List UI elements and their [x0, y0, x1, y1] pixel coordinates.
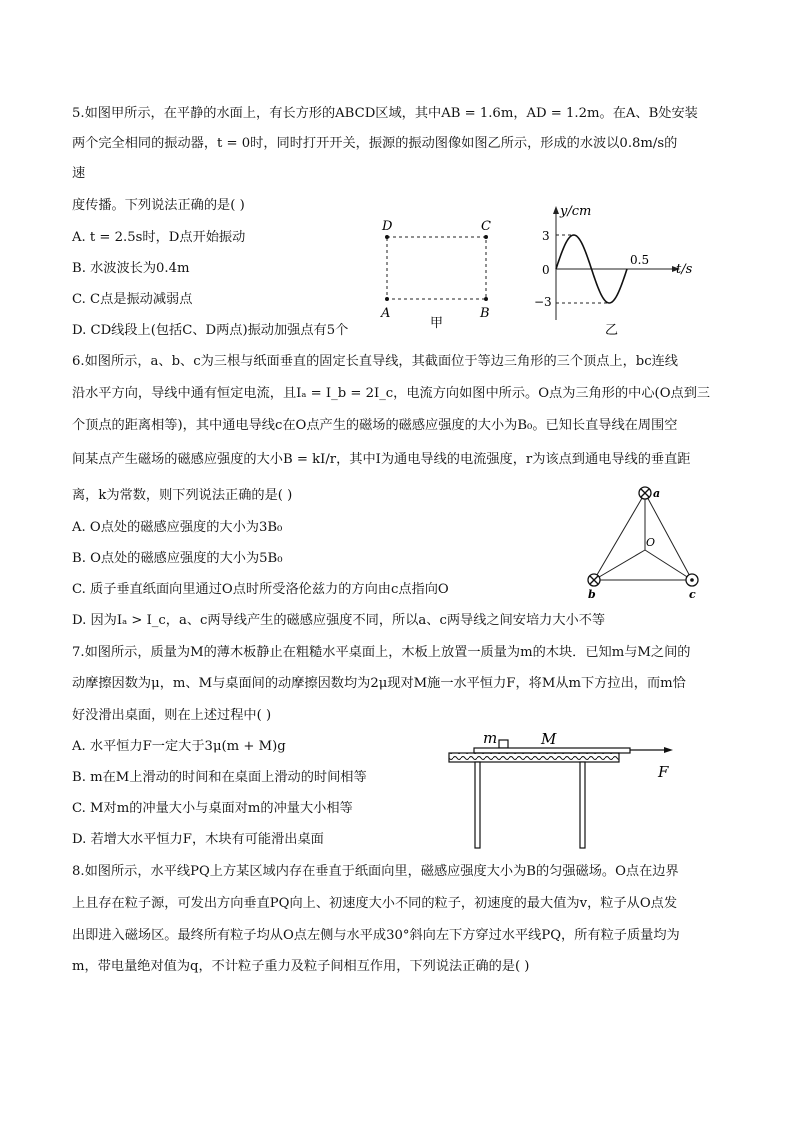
- caption-yi: 乙: [605, 323, 619, 338]
- q7-line-1: 7.如图所示，质量为M的薄木板静止在粗糙水平桌面上，木板上放置一质量为m的木块．已知m与M之间的: [72, 645, 691, 660]
- q6-line-4: 间某点产生磁场的磁感应强度的大小B = kI/r，其中I为通电导线的电流强度，r为该点到通电导线的垂直距: [72, 452, 691, 467]
- label-d: D: [382, 219, 393, 234]
- q7-line-3: 好没滑出桌面，则在上述过程中( ): [72, 708, 272, 723]
- label-b: B: [480, 306, 490, 321]
- q5-line-4: 度传播。下列说法正确的是( ): [72, 198, 245, 213]
- x-axis-label: t/s: [676, 262, 693, 277]
- label-o: O: [646, 536, 656, 549]
- q7-option-b: B. m在M上滑动的时间和在桌面上滑动的时间相等: [72, 770, 367, 785]
- wire-a-into-page-icon: [639, 487, 651, 499]
- label-a: A: [381, 306, 391, 321]
- table-top-rough: [449, 753, 619, 762]
- q5-line-1: 5.如图甲所示，在平静的水面上，有长方形的ABCD区域，其中AB = 1.6m，AD = 1.2m。在A、B处安装: [72, 106, 698, 121]
- table-leg-right: [580, 762, 585, 848]
- wire-c-out-of-page-icon: [686, 574, 698, 586]
- caption-jia: 甲: [430, 316, 444, 331]
- label-b: b: [588, 588, 596, 601]
- point-a: [385, 297, 389, 301]
- point-c: [484, 235, 488, 239]
- label-a: a: [653, 487, 661, 500]
- q6-line-3: 个顶点的距离相等)，其中通电导线c在O点产生的磁场的磁感应强度的大小为B₀。已知长直导线在周围空: [72, 418, 678, 433]
- side-ab: [594, 493, 645, 580]
- q6-option-d: D. 因为Iₐ > I_c，a、c两导线产生的磁感应强度不同，所以a、c两导线之间安培力大小不等: [72, 613, 606, 628]
- q5-option-a: A. t = 2.5s时，D点开始振动: [72, 230, 246, 245]
- line-c-o: [645, 550, 692, 580]
- q8-line-4: m，带电量绝对值为q，不计粒子重力及粒子间相互作用，下列说法正确的是( ): [72, 959, 530, 974]
- q7-figure-table: [445, 725, 685, 855]
- y-axis-arrow: [553, 206, 559, 214]
- point-d: [385, 235, 389, 239]
- q7-option-c: C. M对m的冲量大小与桌面对m的冲量大小相等: [72, 801, 353, 816]
- q7-option-a: A. 水平恒力F一定大于3μ(m + M)g: [72, 739, 286, 754]
- q7-option-d: D. 若增大水平恒力F，木块有可能滑出桌面: [72, 832, 324, 847]
- point-b: [484, 297, 488, 301]
- rectangle-abcd: [387, 237, 486, 299]
- y-tick-0: 0: [542, 263, 550, 277]
- q5-line-2: 两个完全相同的振动器，t = 0时，同时打开开关，振源的振动图像如图乙所示，形成的水波以0.8m/s的: [72, 136, 678, 151]
- q5-option-c: C. C点是振动减弱点: [72, 292, 193, 307]
- q5-figure-jia: [370, 215, 510, 335]
- wire-b-into-page-icon: [588, 574, 600, 586]
- q5-option-b: B. 水波波长为0.4m: [72, 261, 190, 276]
- block-m: [499, 740, 508, 748]
- q6-option-c: C. 质子垂直纸面向里通过O点时所受洛伦兹力的方向由c点指向O: [72, 582, 449, 597]
- y-tick-3: 3: [542, 229, 550, 243]
- q5-line-3: 速: [72, 166, 86, 181]
- label-c: C: [481, 219, 491, 234]
- q6-option-a: A. O点处的磁感应强度的大小为3B₀: [72, 520, 283, 535]
- label-c: c: [689, 588, 696, 601]
- x-tick-0-5: 0.5: [630, 253, 650, 267]
- label-m-big: M: [541, 730, 557, 748]
- q6-option-b: B. O点处的磁感应强度的大小为5B₀: [72, 551, 283, 566]
- q8-line-2: 上且存在粒子源，可发出方向垂直PQ向上、初速度大小不同的粒子，初速度的最大值为v，粒子从O点发: [72, 896, 678, 911]
- board-m: [474, 748, 630, 753]
- force-arrow-head: [664, 747, 673, 753]
- y-axis-label: y/cm: [560, 204, 592, 219]
- q6-line-1: 6.如图所示，a、b、c为三根与纸面垂直的固定长直导线，其截面位于等边三角形的三个顶点上，bc连线: [72, 354, 678, 369]
- q8-line-1: 8.如图所示，水平线PQ上方某区域内存在垂直于纸面向里，磁感应强度大小为B的匀强磁场。O点在边界: [72, 864, 679, 879]
- q7-line-2: 动摩擦因数为μ，m、M与桌面间的动摩擦因数均为2μ现对M施一水平恒力F，将M从m下方拉出，而m恰: [72, 676, 686, 691]
- line-b-o: [594, 550, 645, 580]
- q8-line-3: 出即进入磁场区。最终所有粒子均从O点左侧与水平成30°斜向左下方穿过水平线PQ，所有粒子质量均为: [72, 928, 680, 943]
- q6-line-2: 沿水平方向，导线中通有恒定电流，且Iₐ = I_b = 2I_c，电流方向如图中所示。O点为三角形的中心(O点到三: [72, 386, 711, 401]
- label-m-small: m: [483, 729, 498, 747]
- table-leg-left: [475, 762, 480, 848]
- q6-line-5: 离，k为常数，则下列说法正确的是( ): [72, 488, 293, 503]
- y-tick-neg3: −3: [534, 295, 552, 309]
- q5-figure-yi: [530, 200, 710, 340]
- q6-figure-triangle: [580, 482, 710, 602]
- label-f: F: [658, 763, 669, 781]
- q5-option-d: D. CD线段上(包括C、D两点)振动加强点有5个: [72, 323, 349, 338]
